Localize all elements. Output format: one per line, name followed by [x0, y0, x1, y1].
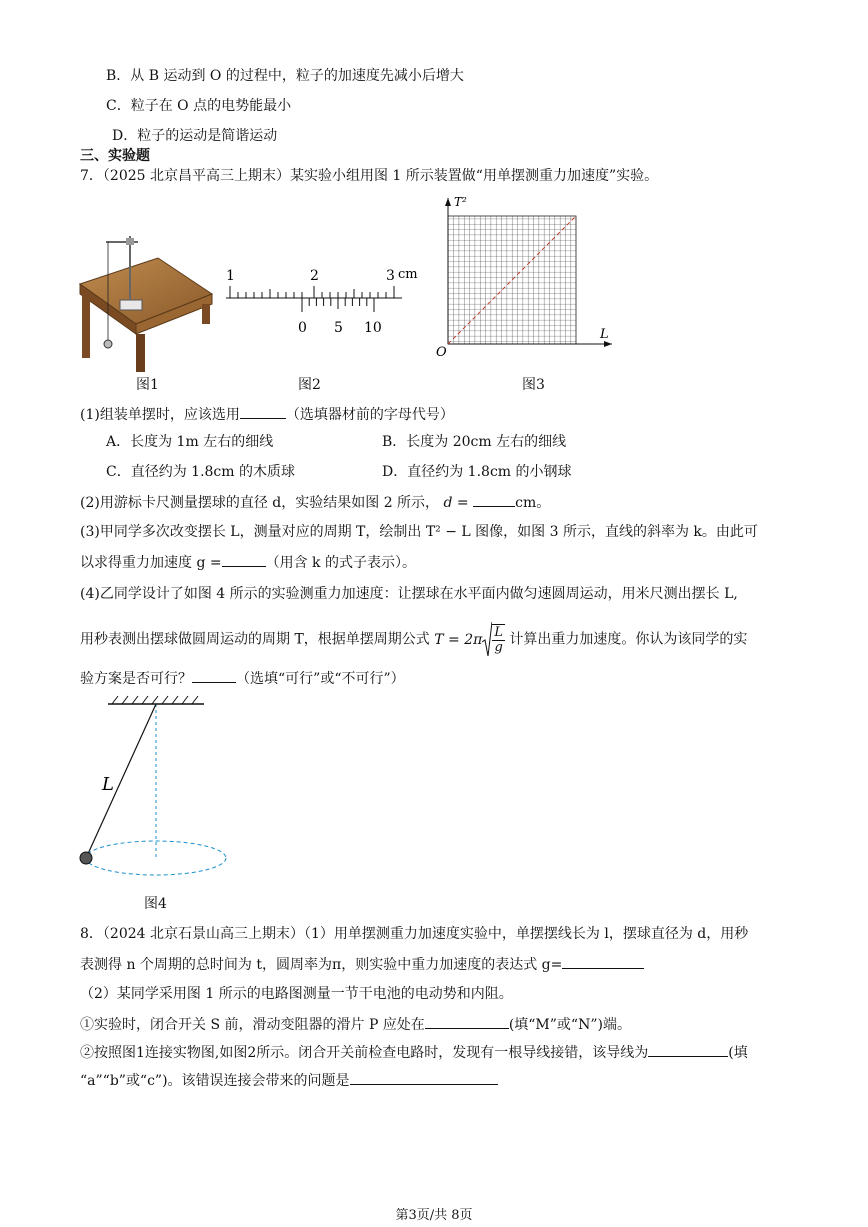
q7-part4-line3 [80, 668, 405, 689]
fig4-caption: 图4 [144, 896, 167, 912]
q8-line1: 8．（2024 北京石景山高三上期末）（1）用单摆测重力加速度实验中，单摆摆线长为 l，摆球直径为 d，用秒 [80, 926, 749, 942]
formula-num: L [494, 625, 503, 640]
q7-part2-var: d = [443, 495, 469, 511]
answer-blank-4[interactable] [192, 668, 236, 683]
q8-line5-hint: (填 [728, 1045, 748, 1061]
q8-line4-hint: (填“M”或“N”)端。 [508, 1017, 631, 1033]
main-tick-3: 3 [386, 268, 395, 284]
q7-part1-text: (1)组装单摆时，应该选用 [80, 407, 240, 423]
q7-part3-line2 [80, 552, 416, 573]
main-tick-1: 1 [226, 268, 235, 284]
sqrt [482, 624, 505, 655]
answer-blank-7[interactable] [648, 1042, 728, 1057]
q8-line2-text: 表测得 n 个周期的总时间为 t，圆周率为π，则实验中重力加速度的表达式 g= [80, 957, 563, 973]
fig1-apparatus [78, 228, 214, 374]
fig1-caption: 图1 [136, 377, 159, 393]
q8-line6-text: “a”“b”或“c”)。该错误连接会带来的问题是 [80, 1073, 350, 1089]
fig4-length-label: L [102, 774, 114, 795]
answer-blank-3[interactable] [222, 552, 266, 567]
origin-label: O [436, 345, 447, 360]
formula-lhs: T = 2π [434, 631, 483, 648]
option-a: A．长度为 1m 左右的细线 [106, 434, 274, 450]
x-axis-label: L [600, 327, 609, 342]
vernier-scale [302, 298, 374, 312]
answer-blank-5[interactable] [562, 954, 644, 969]
fig3-caption: 图3 [522, 377, 545, 393]
q8-line4-text: ①实验时，闭合开关 S 前，滑动变阻器的滑片 P 应处在 [80, 1017, 425, 1033]
q8-line2 [80, 954, 644, 975]
q7-part1-hint: （选填器材前的字母代号） [285, 407, 454, 423]
q8-line6 [80, 1070, 498, 1091]
vernier-tick-5: 5 [334, 320, 343, 336]
q7-part2-unit: cm。 [515, 495, 551, 511]
q8-line5 [80, 1042, 748, 1063]
q7-stem: 7．（2025 北京昌平高三上期末）某实验小组用图 1 所示装置做“用单摆测重力加速度”实验。 [80, 168, 659, 184]
option-d: D．粒子的运动是简谐运动 [112, 128, 278, 144]
vernier-tick-10: 10 [364, 320, 382, 336]
page-footer: 第3页/共 8页 [395, 1208, 473, 1223]
q7-part3-text: 以求得重力加速度 g = [80, 555, 222, 571]
fig2-vernier [222, 260, 422, 340]
main-scale [226, 286, 402, 298]
option-c: C．粒子在 O 点的电势能最小 [106, 98, 292, 114]
option-d-ball: D．直径约为 1.8cm 的小钢球 [382, 464, 572, 480]
q7-part3-line1: (3)甲同学多次改变摆长 L，测量对应的周期 T，绘制出 T² − L 图像，如图 3 所示，直线的斜率为 k。由此可 [80, 524, 758, 540]
option-c-ball: C．直径约为 1.8cm 的木质球 [106, 464, 295, 480]
q8-line3: （2）某同学采用图 1 所示的电路图测量一节干电池的电动势和内阻。 [80, 986, 513, 1002]
q7-part1 [80, 404, 454, 425]
answer-blank-8[interactable] [350, 1070, 498, 1085]
q7-part4-text: 用秒表测出摆球做圆周运动的周期 T，根据单摆周期公式 [80, 631, 430, 648]
vernier-tick-0: 0 [298, 320, 307, 336]
fig2-caption: 图2 [298, 377, 321, 393]
main-tick-2: 2 [310, 268, 319, 284]
q7-part4-line2 [80, 624, 747, 655]
fig4-conical-pendulum [74, 692, 234, 892]
q7-part4-line1: (4)乙同学设计了如图 4 所示的实验测重力加速度：让摆球在水平面内做匀速圆周运动，用米尺测出摆长 L, [80, 586, 738, 602]
formula-den: g [494, 640, 503, 655]
option-b-string: B．长度为 20cm 左右的细线 [382, 434, 567, 450]
q7-part3-hint: （用含 k 的式子表示）。 [265, 555, 416, 571]
fig3-graph [432, 192, 622, 360]
q7-part4-hint: （选填“可行”或“不可行”） [236, 671, 405, 687]
section-title: 三、实验题 [80, 148, 150, 164]
q8-line4 [80, 1014, 631, 1035]
answer-blank-6[interactable] [425, 1014, 509, 1029]
q8-line5-text: ②按照图1连接实物图,如图2所示。闭合开关前检查电路时，发现有一根导线接错，该导线为 [80, 1045, 649, 1061]
q7-part4-text2: 计算出重力加速度。你认为该同学的实 [509, 631, 748, 648]
option-b: B．从 B 运动到 O 的过程中，粒子的加速度先减小后增大 [106, 68, 464, 84]
q7-part2-text: (2)用游标卡尺测量摆球的直径 d，实验结果如图 2 所示， [80, 495, 440, 511]
answer-blank-2[interactable] [473, 492, 515, 507]
answer-blank-1[interactable] [240, 404, 286, 419]
unit-label: cm [398, 267, 418, 282]
q7-part4-question: 验方案是否可行？ [80, 671, 192, 687]
y-axis-label: T² [454, 195, 467, 209]
q7-part2 [80, 492, 550, 513]
period-formula [434, 625, 509, 655]
